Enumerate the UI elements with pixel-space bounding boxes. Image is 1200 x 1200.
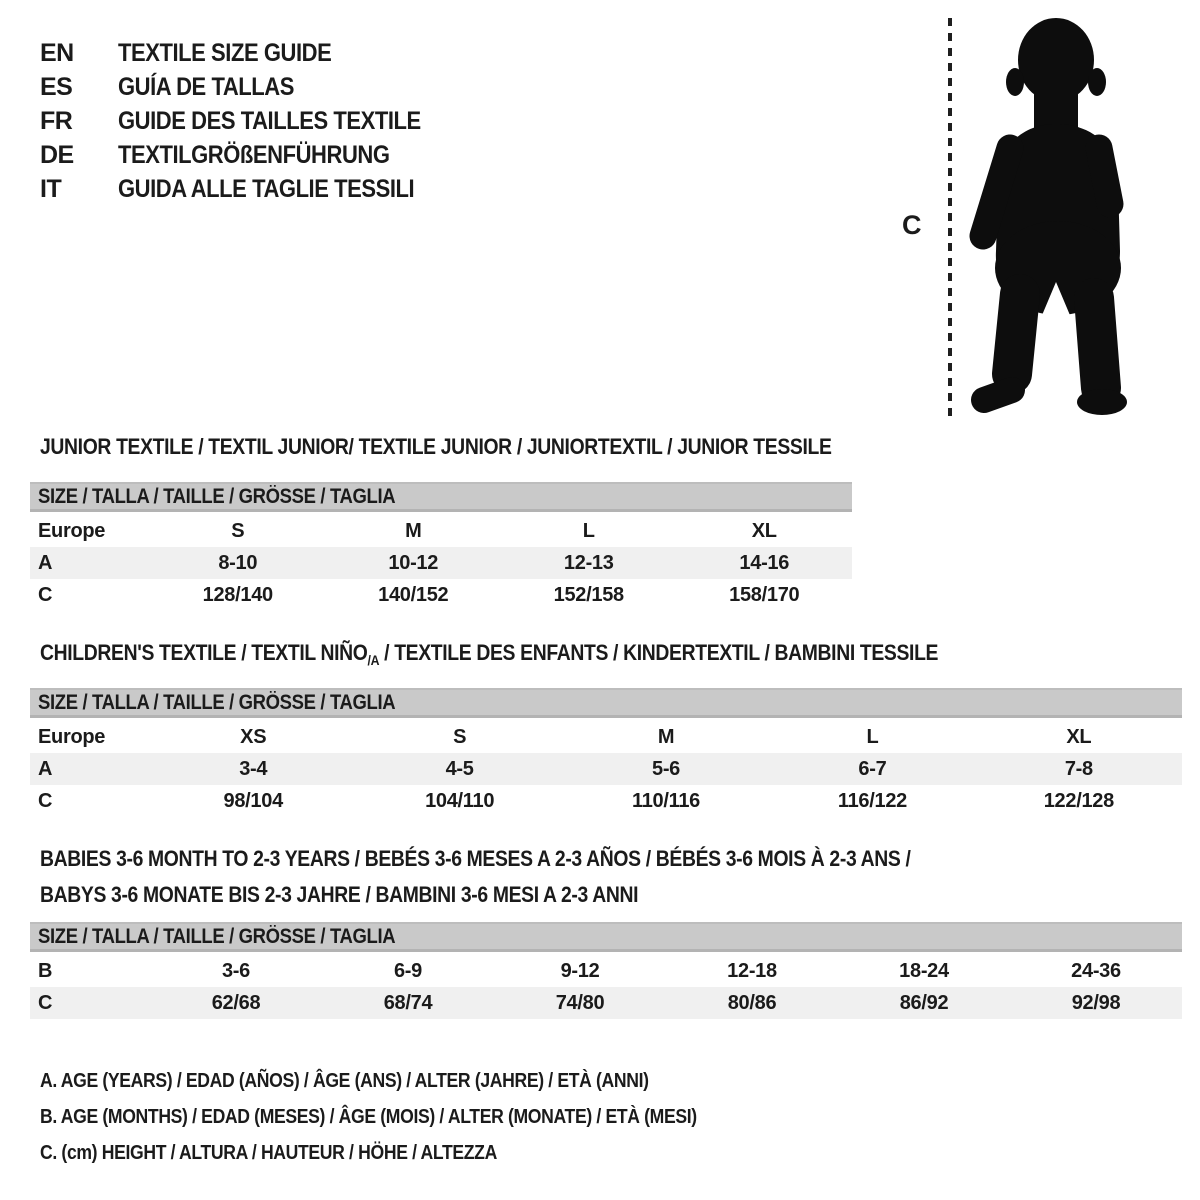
lang-row-es bbox=[40, 70, 462, 104]
size-cell: M bbox=[657, 725, 675, 748]
size-header-bar: SIZE / TALLA / TAILLE / GRÖSSE / TAGLIA bbox=[30, 688, 1182, 718]
lang-title: GUIDE DES TAILLES TEXTILE bbox=[118, 106, 421, 135]
babies-section-title-line2: BABYS 3-6 MONATE BIS 2-3 JAHRE / BAMBINI 3-6 MESI A 2-3 ANNI bbox=[40, 882, 639, 907]
children-table bbox=[30, 688, 1182, 817]
lang-row-en bbox=[40, 36, 462, 70]
age-cell: 5-6 bbox=[652, 757, 681, 780]
row-label: C bbox=[38, 789, 53, 812]
junior-section-title: JUNIOR TEXTILE / TEXTIL JUNIOR/ TEXTILE JUNIOR / JUNIORTEXTIL / JUNIOR TESSILE bbox=[40, 434, 832, 459]
row-label: B bbox=[38, 959, 53, 982]
age-months-cell: 12-18 bbox=[727, 959, 777, 982]
table-row bbox=[30, 753, 1182, 785]
row-label: Europe bbox=[38, 725, 106, 748]
age-cell: 6-7 bbox=[858, 757, 887, 780]
height-cell: 122/128 bbox=[1043, 789, 1114, 812]
size-cell: XL bbox=[1066, 725, 1092, 748]
age-cell: 12-13 bbox=[563, 551, 614, 574]
size-cell: L bbox=[866, 725, 879, 748]
size-cell: S bbox=[231, 519, 245, 542]
height-cell: 104/110 bbox=[425, 789, 495, 812]
size-cell: XL bbox=[751, 519, 777, 542]
height-cell: 110/116 bbox=[632, 789, 701, 812]
lang-title: TEXTILGRÖßENFÜHRUNG bbox=[118, 140, 390, 169]
lang-code: FR bbox=[40, 106, 73, 135]
height-cell: 152/158 bbox=[553, 583, 624, 606]
lang-title: GUIDA ALLE TAGLIE TESSILI bbox=[118, 174, 415, 203]
height-cell: 68/74 bbox=[383, 991, 433, 1014]
lang-row-fr bbox=[40, 104, 462, 138]
height-cell: 116/122 bbox=[837, 789, 907, 812]
age-cell: 4-5 bbox=[445, 757, 474, 780]
age-cell: 3-4 bbox=[239, 757, 268, 780]
height-cell: 86/92 bbox=[899, 991, 949, 1014]
age-months-cell: 24-36 bbox=[1071, 959, 1121, 982]
lang-code: EN bbox=[40, 38, 74, 67]
nino-a-subscript: /A bbox=[367, 652, 380, 668]
junior-table bbox=[30, 482, 852, 611]
row-label: C bbox=[38, 583, 53, 606]
age-months-cell: 18-24 bbox=[899, 959, 949, 982]
height-c-label: C bbox=[902, 210, 922, 240]
lang-code: DE bbox=[40, 140, 74, 169]
table-row bbox=[30, 547, 852, 579]
table-row bbox=[30, 785, 1182, 817]
size-header-bar: SIZE / TALLA / TAILLE / GRÖSSE / TAGLIA bbox=[30, 922, 1182, 952]
table-row bbox=[30, 987, 1182, 1019]
lang-title: TEXTILE SIZE GUIDE bbox=[118, 38, 332, 67]
row-label: Europe bbox=[38, 519, 106, 542]
legend-line-b: B. AGE (MONTHS) / EDAD (MESES) / ÂGE (MOIS) / ALTER (MONATE) / ETÀ (MESI) bbox=[40, 1106, 697, 1128]
size-cell: S bbox=[453, 725, 467, 748]
language-title-block bbox=[40, 36, 462, 206]
height-cell: 98/104 bbox=[223, 789, 283, 812]
age-cell: 10-12 bbox=[388, 551, 439, 574]
age-cell: 14-16 bbox=[739, 551, 790, 574]
size-cell: M bbox=[405, 519, 422, 542]
size-cell: XS bbox=[240, 725, 267, 748]
legend-line-c: C. (cm) HEIGHT / ALTURA / HAUTEUR / HÖHE / ALTEZZA bbox=[40, 1142, 497, 1164]
children-section-title: CHILDREN'S TEXTILE / TEXTIL $NIÑO_{/A}$ / TEXTILE DES ENFANTS / KINDERTEXTIL / BAMBINI TESSILE bbox=[40, 640, 939, 668]
row-label: A bbox=[38, 757, 53, 780]
table-row bbox=[30, 721, 1182, 753]
height-cell: 74/80 bbox=[555, 991, 605, 1014]
height-cell: 80/86 bbox=[727, 991, 777, 1014]
table-row bbox=[30, 955, 1182, 987]
legend-block bbox=[40, 1070, 786, 1178]
babies-table bbox=[30, 922, 1182, 1019]
height-cell: 62/68 bbox=[211, 991, 261, 1014]
size-header-bar: SIZE / TALLA / TAILLE / GRÖSSE / TAGLIA bbox=[30, 482, 852, 512]
age-months-cell: 6-9 bbox=[393, 959, 422, 982]
lang-title: GUÍA DE TALLAS bbox=[118, 72, 294, 101]
row-label: A bbox=[38, 551, 53, 574]
age-cell: 7-8 bbox=[1064, 757, 1093, 780]
lang-code: IT bbox=[40, 174, 62, 203]
table-row bbox=[30, 579, 852, 611]
toddler-silhouette-icon bbox=[968, 16, 1136, 418]
lang-row-it bbox=[40, 172, 462, 206]
legend-line-a: A. AGE (YEARS) / EDAD (AÑOS) / ÂGE (ANS) / ALTER (JAHRE) / ETÀ (ANNI) bbox=[40, 1070, 649, 1092]
height-cell: 158/170 bbox=[729, 583, 800, 606]
lang-row-de bbox=[40, 138, 462, 172]
height-cell: 140/152 bbox=[378, 583, 449, 606]
height-cell: 92/98 bbox=[1071, 991, 1121, 1014]
height-dashed-line bbox=[948, 18, 952, 416]
row-label: C bbox=[38, 991, 53, 1014]
lang-code: ES bbox=[40, 72, 73, 101]
age-months-cell: 3-6 bbox=[221, 959, 250, 982]
size-cell: L bbox=[582, 519, 595, 542]
table-row bbox=[30, 515, 852, 547]
age-months-cell: 9-12 bbox=[560, 959, 600, 982]
babies-section-title-line1: BABIES 3-6 MONTH TO 2-3 YEARS / BEBÉS 3-6 MESES A 2-3 AÑOS / BÉBÉS 3-6 MOIS À 2-3 ANS / bbox=[40, 846, 911, 871]
height-cell: 128/140 bbox=[202, 583, 273, 606]
age-cell: 8-10 bbox=[218, 551, 258, 574]
